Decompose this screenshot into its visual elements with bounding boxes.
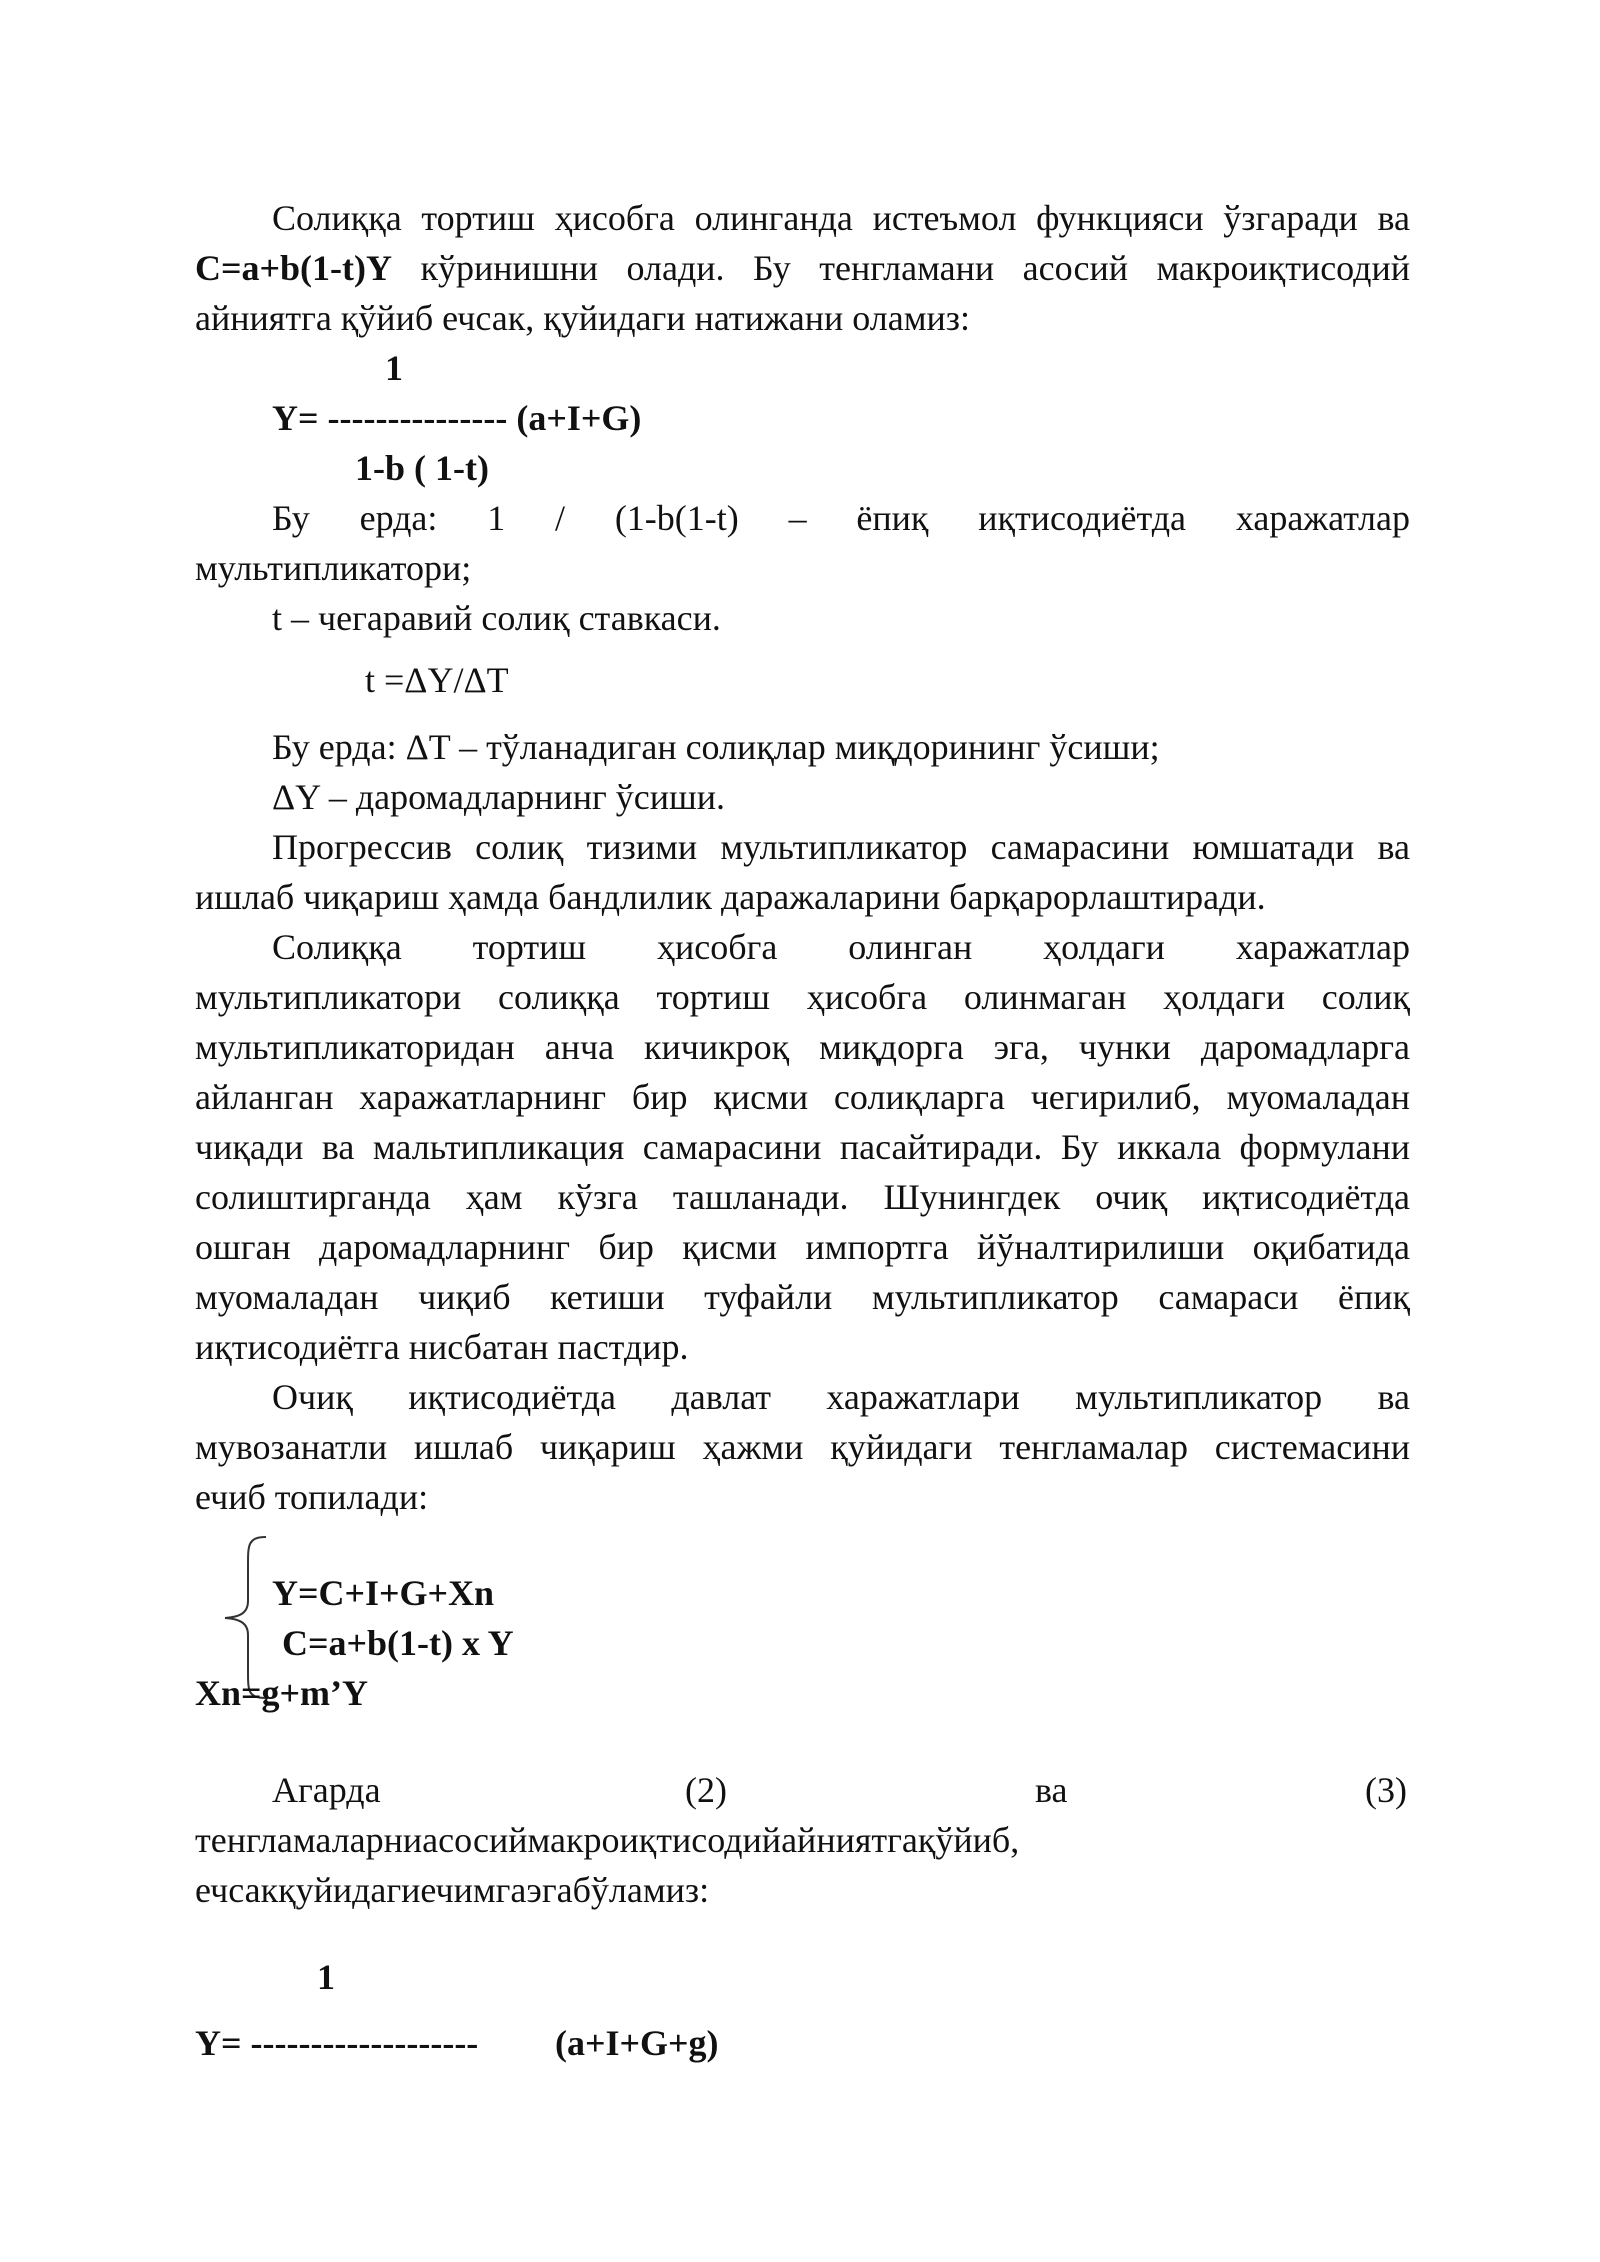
paragraph-1-line-3: айниятга қўйиб ечсак, қуйидаги натижани оламиз: <box>195 298 971 338</box>
definition-delta-y: ΔY – даромадларнинг ўсиши. <box>272 777 725 817</box>
formula-3-bracket: (a+I+G+g) <box>555 2023 719 2063</box>
definition-multiplier-line-2: мультипликатори; <box>195 548 472 588</box>
paragraph-3-line-3: мультипликаторидан анча кичикроқ миқдорга эга, чунки даромадларга <box>195 1027 1410 1067</box>
paragraph-4-line-3: ечиб топилади: <box>195 1477 429 1517</box>
paragraph-3-line-2: мультипликатори солиққа тортиш ҳисобга олинмаган ҳолдаги солиқ <box>195 977 1410 1017</box>
consumption-function: C=a+b(1-t)Y <box>195 248 392 288</box>
paragraph-3-line-8: муомаладан чиқиб кетиши туфайли мультипликатор самараси ёпиқ <box>195 1277 1410 1317</box>
paragraph-1-line-1: Солиққа тортиш ҳисобга олинганда истеъмол функцияси ўзгаради ва <box>272 198 1410 238</box>
paragraph-4-line-2: мувозанатли ишлаб чиқариш ҳажми қуйидаги тенгламалар системасини <box>195 1427 1410 1467</box>
system-equation-2: C=a+b(1-t) x Y <box>282 1623 514 1663</box>
formula-3-numerator: 1 <box>317 1957 335 1997</box>
paragraph-3-line-7: ошган даромадларнинг бир қисми импортга йўналтирилиши оқибатида <box>195 1227 1410 1267</box>
formula-1-main: Y= --------------- (a+I+G) <box>272 398 642 438</box>
paragraph-2-line-2: ишлаб чиқариш ҳамда бандлилик даражаларини барқарорлаштиради. <box>195 877 1266 917</box>
formula-3-main: Y= ------------------- <box>195 2023 479 2063</box>
definition-tax-rate: t – чегаравий солиқ ставкаси. <box>272 598 721 638</box>
paragraph-5-word-4: (3) <box>1365 1770 1407 1810</box>
paragraph-1-line-2-text: кўринишни олади. Бу тенгламани асосий макроиқтисодий <box>392 248 1410 288</box>
paragraph-5-line-3: ечсакқуйидагиечимгаэгабўламиз: <box>195 1870 710 1910</box>
paragraph-3-line-1: Солиққа тортиш ҳисобга олинган ҳолдаги харажатлар <box>272 927 1410 967</box>
formula-2: t =ΔY/ΔT <box>365 660 509 700</box>
system-equation-3: Xn=g+m’Y <box>195 1673 369 1713</box>
paragraph-3-line-5: чиқади ва мальтипликация самарасини пасайтиради. Бу иккала формулани <box>195 1127 1410 1167</box>
paragraph-2-line-1: Прогрессив солиқ тизими мультипликатор самарасини юмшатади ва <box>272 827 1410 867</box>
paragraph-4-line-1: Очиқ иқтисодиётда давлат харажатлари мультипликатор ва <box>272 1377 1410 1417</box>
formula-1-numerator: 1 <box>385 348 403 388</box>
definition-multiplier-line-1: Бу ерда: 1 / (1-b(1-t) – ёпиқ иқтисодиётда харажатлар <box>272 498 1410 538</box>
paragraph-5-word-2: (2) <box>685 1770 727 1810</box>
paragraph-5-word-1: Агарда <box>272 1770 381 1810</box>
paragraph-5-line-2: тенгламаларниасосиймакроиқтисодийайниятгақўйиб, <box>195 1820 1020 1860</box>
paragraph-3-line-4: айланган харажатларнинг бир қисми солиқларга чегирилиб, муомаладан <box>195 1077 1410 1117</box>
paragraph-1-line-2 <box>195 243 1410 293</box>
system-equation-1: Y=C+I+G+Xn <box>272 1573 495 1613</box>
formula-1-denominator: 1-b ( 1-t) <box>355 448 489 488</box>
definition-delta-t: Бу ерда: ΔT – тўланадиган солиқлар миқдорининг ўсиши; <box>272 727 1160 767</box>
paragraph-3-line-9: иқтисодиётга нисбатан пастдир. <box>195 1327 689 1367</box>
paragraph-5-word-3: ва <box>1035 1770 1068 1810</box>
paragraph-3-line-6: солиштирганда ҳам кўзга ташланади. Шунингдек очиқ иқтисодиётда <box>195 1177 1410 1217</box>
